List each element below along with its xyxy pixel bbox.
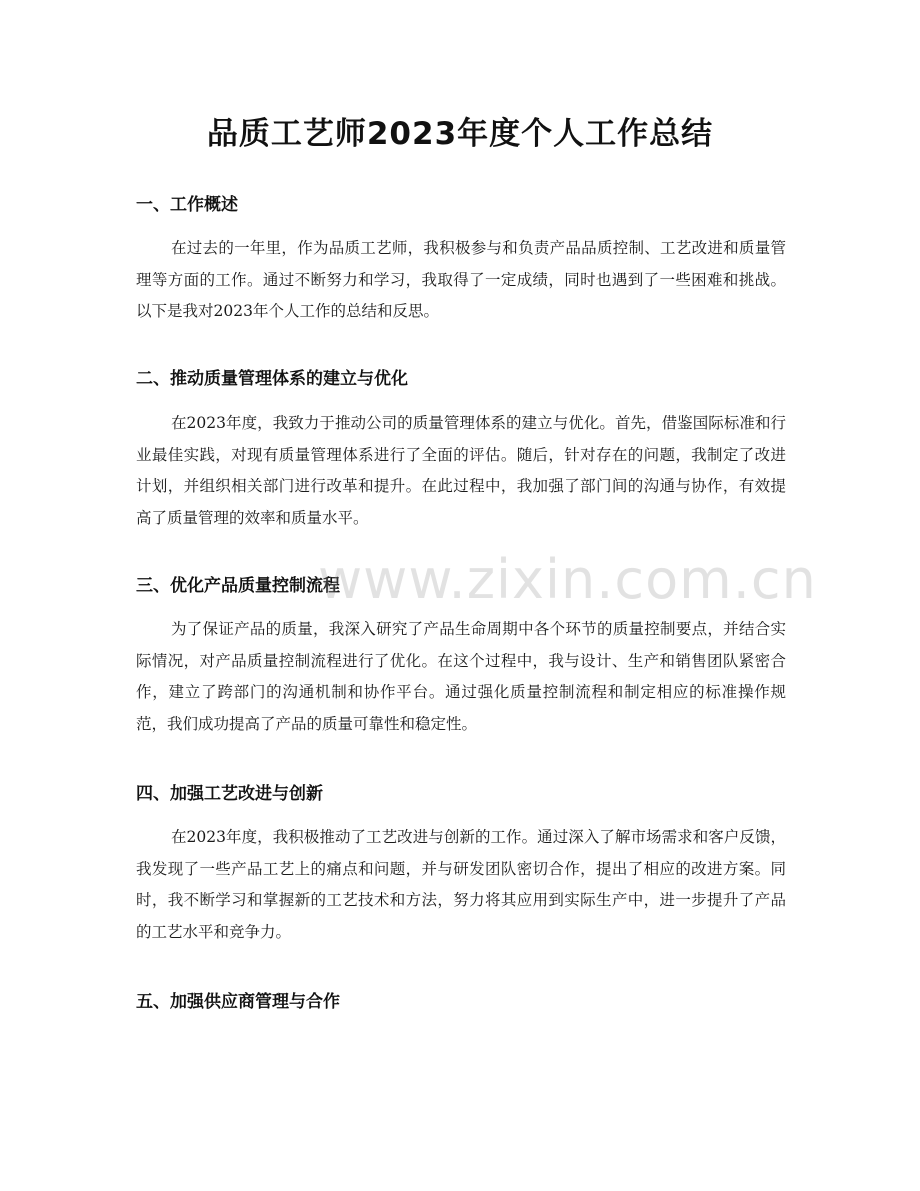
- section-paragraph-1: 在过去的一年里，作为品质工艺师，我积极参与和负责产品品质控制、工艺改进和质量管理等方面的工作。通过不断努力和学习，我取得了一定成绩，同时也遇到了一些困难和挑战。以下是我对2023年个人工作的总结和反思。: [136, 239, 786, 320]
- section-heading-4: 四、加强工艺改进与创新: [136, 784, 323, 804]
- section-paragraph-4: 在2023年度，我积极推动了工艺改进与创新的工作。通过深入了解市场需求和客户反馈，我发现了一些产品工艺上的痛点和问题，并与研发团队密切合作，提出了相应的改进方案。同时，我不断学习和掌握新的工艺技术和方法，努力将其应用到实际生产中，进一步提升了产品的工艺水平和竞争力。: [136, 828, 786, 941]
- watermark: www.zixin.com.cn: [318, 548, 817, 611]
- section-heading-5: 五、加强供应商管理与合作: [136, 992, 340, 1012]
- section-paragraph-3: 为了保证产品的质量，我深入研究了产品生命周期中各个环节的质量控制要点，并结合实际情况，对产品质量控制流程进行了优化。在这个过程中，我与设计、生产和销售团队紧密合作，建立了跨部门的沟通机制和协作平台。通过强化质量控制流程和制定相应的标准操作规范，我们成功提高了产品的质量可靠性和稳定性。: [136, 620, 786, 733]
- section-heading-2: 二、推动质量管理体系的建立与优化: [136, 369, 408, 389]
- section-heading-3: 三、优化产品质量控制流程: [136, 576, 340, 596]
- document-title: 品质工艺师2023年度个人工作总结: [206, 116, 714, 152]
- section-paragraph-2: 在2023年度，我致力于推动公司的质量管理体系的建立与优化。首先，借鉴国际标准和行业最佳实践，对现有质量管理体系进行了全面的评估。随后，针对存在的问题，我制定了改进计划，并组织相关部门进行改革和提升。在此过程中，我加强了部门间的沟通与协作，有效提高了质量管理的效率和质量水平。: [136, 414, 786, 527]
- section-heading-1: 一、工作概述: [136, 195, 238, 215]
